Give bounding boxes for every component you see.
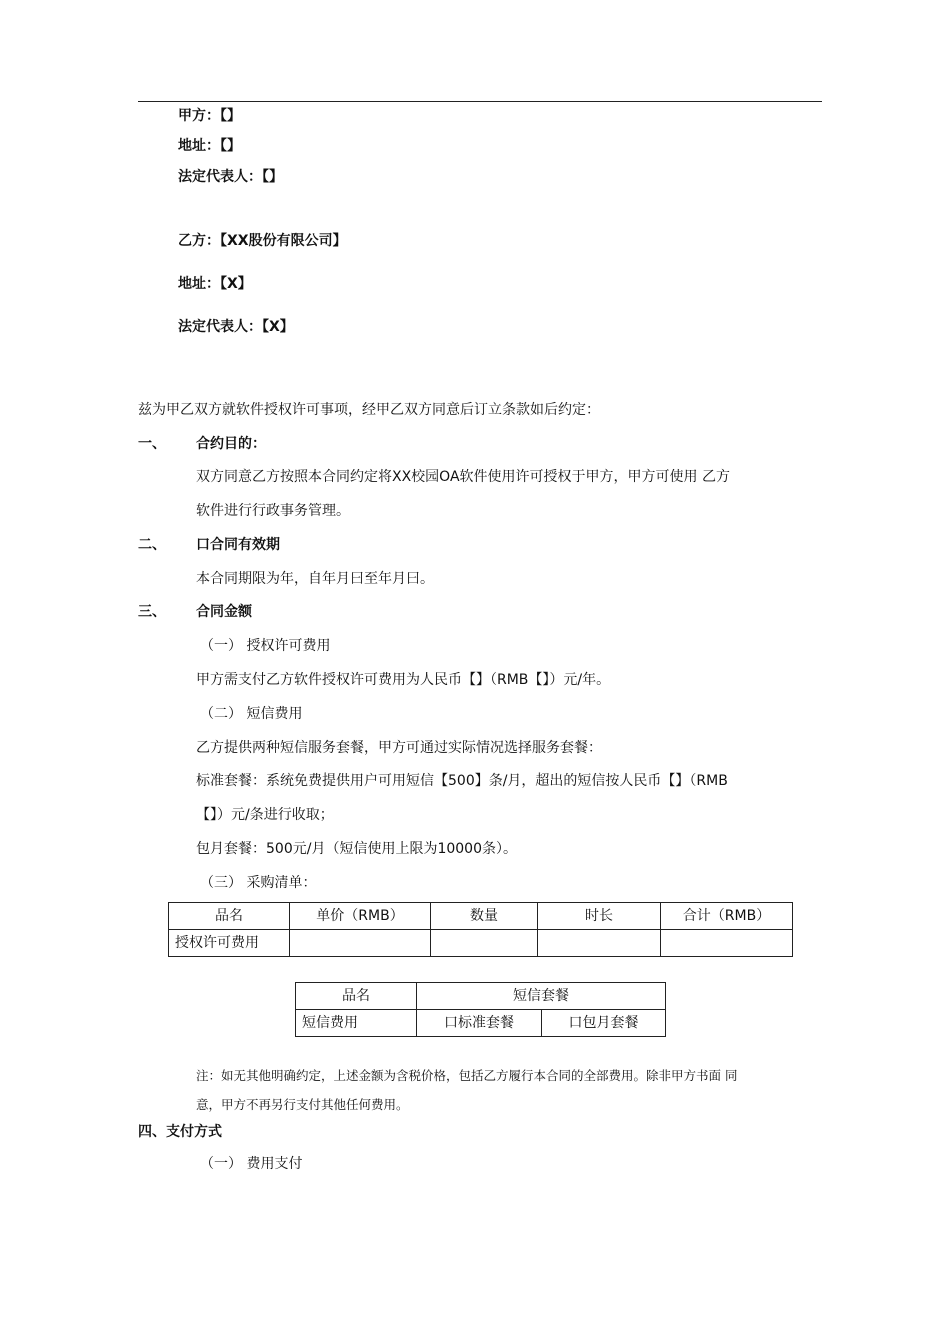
sms-package-table (295, 982, 666, 1037)
table-cell (538, 930, 661, 957)
table-header-cell: 短信套餐 (417, 983, 666, 1010)
section-2-text: 本合同期限为年，自年月曰至年月曰。 (196, 571, 434, 587)
table-header-cell: 时长 (538, 903, 661, 930)
purchase-list-table (168, 902, 793, 957)
intro-paragraph: 兹为甲乙双方就软件授权许可事项，经甲乙双方同意后订立条款如后约定： (138, 402, 600, 418)
section-1-number: 一、 (138, 436, 166, 452)
table-header-cell: 品名 (296, 983, 417, 1010)
table-header-cell: 数量 (431, 903, 538, 930)
section-1-text-line-1: 双方同意乙方按照本合同约定将XX校园OA软件使用许可授权于甲方，甲方可使用 乙方 (196, 469, 730, 485)
section-3-sub-3: （三） 采购清单： (200, 875, 317, 891)
party-b-name: 乙方：【XX股份有限公司】 (178, 233, 347, 249)
standard-package-line-2: 【】）元/条进行收取； (196, 807, 334, 823)
section-2-number: 二、 (138, 537, 166, 553)
party-a-address: 地址：【】 (178, 138, 241, 154)
table-cell (661, 930, 793, 957)
party-b-address: 地址：【X】 (178, 276, 252, 292)
table-row (296, 1010, 666, 1037)
table-cell (431, 930, 538, 957)
table-cell: 授权许可费用 (169, 930, 290, 957)
table-header-row (169, 903, 793, 930)
section-2-title: 口合同有效期 (196, 537, 280, 553)
table-cell: 短信费用 (296, 1010, 417, 1037)
section-4-title: 四、支付方式 (138, 1124, 222, 1140)
table-header-cell: 单价（RMB） (290, 903, 431, 930)
party-a-representative: 法定代表人：【】 (178, 169, 283, 185)
note-line-2: 意，甲方不再另行支付其他任何费用。 (196, 1097, 409, 1112)
header-rule (138, 101, 822, 102)
party-b-representative: 法定代表人：【X】 (178, 319, 294, 335)
monthly-package-text: 包月套餐：500元/月（短信使用上限为10000条）。 (196, 841, 517, 857)
section-1-title: 合约目的： (196, 436, 266, 452)
table-cell (290, 930, 431, 957)
section-3-sub-2: （二） 短信费用 (200, 706, 303, 722)
party-a-name: 甲方：【】 (178, 108, 241, 124)
table-header-row (296, 983, 666, 1010)
standard-package-line-1: 标准套餐：系统免费提供用户可用短信【500】条/月，超出的短信按人民币【】（RMB (196, 773, 728, 789)
table-cell: 口标准套餐 (417, 1010, 542, 1037)
sms-packages-intro: 乙方提供两种短信服务套餐，甲方可通过实际情况选择服务套餐： (196, 740, 602, 756)
table-header-cell: 合计（RMB） (661, 903, 793, 930)
section-4-sub-1: （一） 费用支付 (200, 1156, 303, 1172)
license-fee-text: 甲方需支付乙方软件授权许可费用为人民币【】（RMB【】）元/年。 (196, 672, 611, 688)
section-1-text-line-2: 软件进行行政事务管理。 (196, 503, 350, 519)
section-3-title: 合同金额 (196, 604, 252, 620)
table-cell: 口包月套餐 (542, 1010, 666, 1037)
section-3-number: 三、 (138, 604, 166, 620)
note-line-1: 注：如无其他明确约定，上述金额为含税价格，包括乙方履行本合同的全部费用。除非甲方书面 同 (196, 1068, 738, 1083)
table-header-cell: 品名 (169, 903, 290, 930)
table-row (169, 930, 793, 957)
section-3-sub-1: （一） 授权许可费用 (200, 638, 331, 654)
